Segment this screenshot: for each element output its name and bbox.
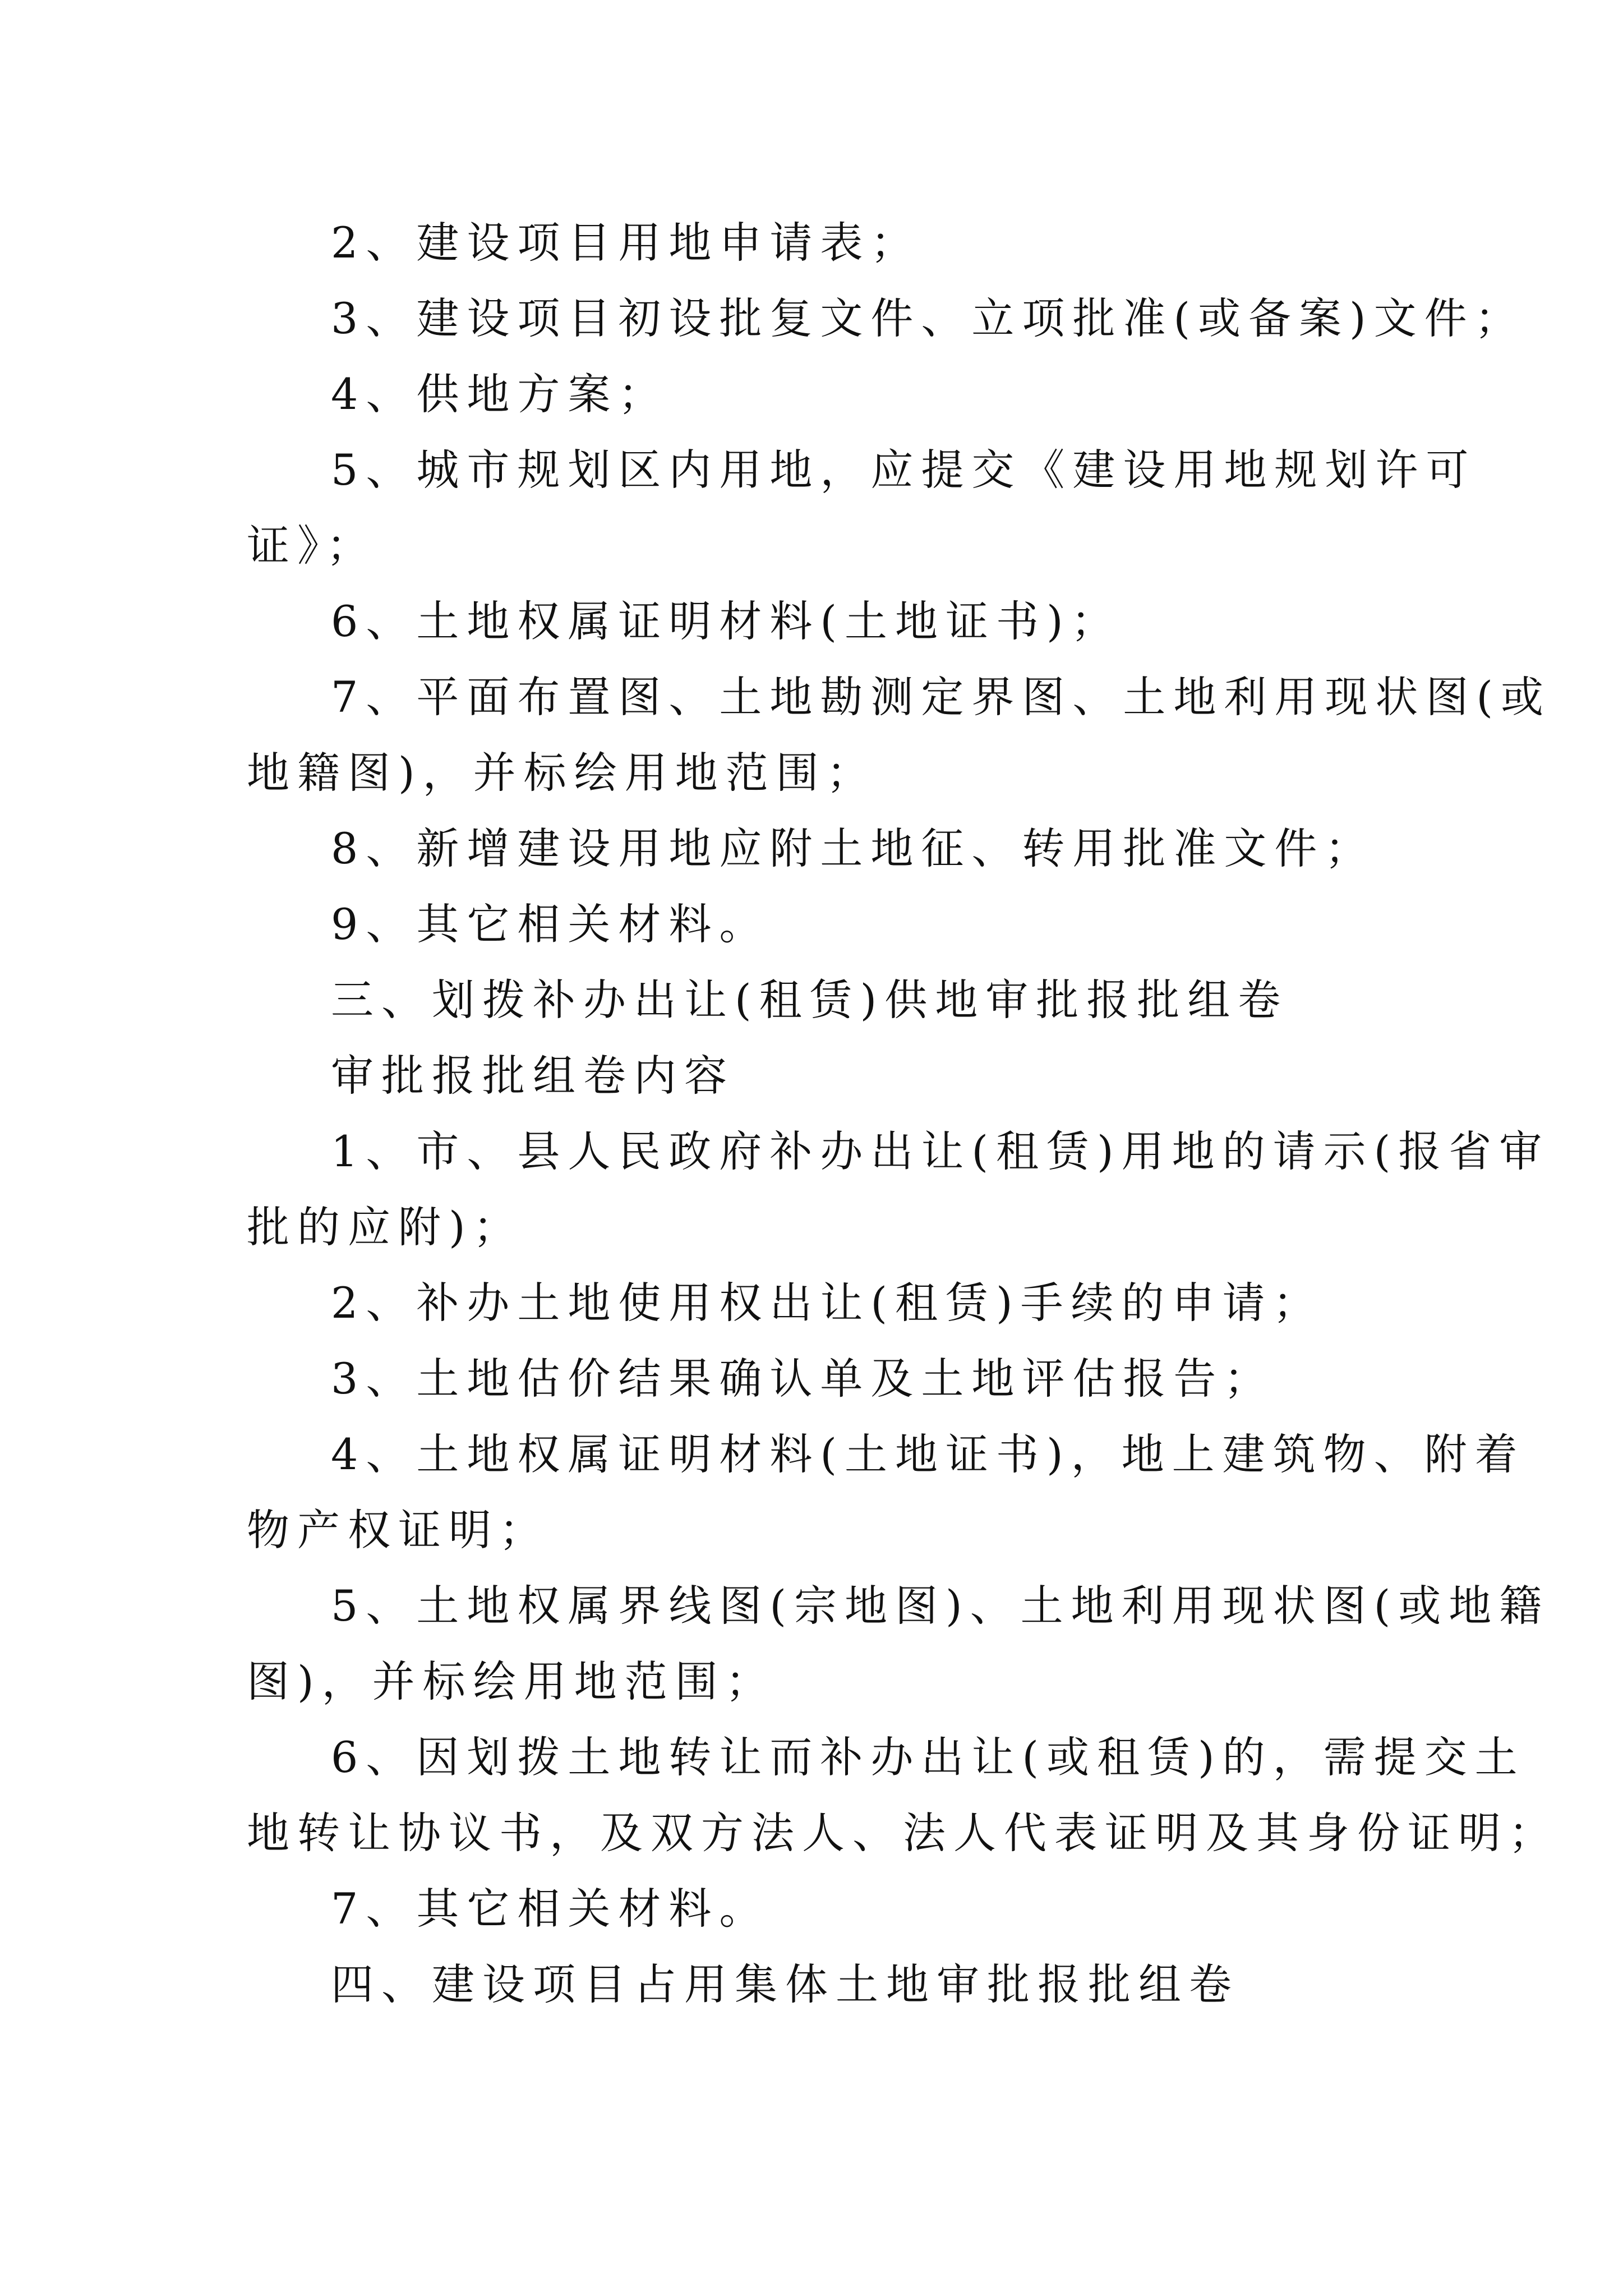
text-line: 证》；: [247, 521, 377, 570]
text-line: 2、补办土地使用权出让(租赁)手续的申请；: [331, 1278, 1324, 1328]
text-line: 9、其它相关材料。: [331, 899, 770, 949]
text-line: 图)，并标绘用地范围；: [247, 1657, 776, 1706]
text-line: 3、建设项目初设批复文件、立项批准(或备案)文件；: [331, 293, 1525, 343]
text-line: 4、供地方案；: [331, 369, 669, 419]
text-line: 2、建设项目用地申请表；: [331, 218, 921, 268]
text-line: 7、平面布置图、土地勘测定界图、土地利用现状图(或: [331, 672, 1552, 722]
text-line: 6、因划拨土地转让而补办出让(或租赁)的，需提交土: [331, 1732, 1525, 1782]
text-line: 8、新增建设用地应附土地征、转用批准文件；: [331, 823, 1376, 873]
text-line: 4、土地权属证明材料(土地证书)，地上建筑物、附着: [331, 1429, 1525, 1479]
section-heading: 四、建设项目占用集体土地审批报批组卷: [331, 1959, 1239, 2009]
subheading: 审批报批组卷内容: [331, 1051, 735, 1101]
text-line: 6、土地权属证明材料(土地证书)；: [331, 596, 1122, 646]
text-line: 物产权证明；: [247, 1505, 550, 1555]
section-heading: 三、划拨补办出让(租赁)供地审批报批组卷: [331, 975, 1289, 1025]
text-line: 7、其它相关材料。: [331, 1884, 770, 1934]
text-line: 1、市、县人民政府补办出让(租赁)用地的请示(报省审: [331, 1126, 1550, 1176]
text-line: 5、土地权属界线图(宗地图)、土地利用现状图(或地籍: [331, 1581, 1550, 1631]
text-line: 地转让协议书，及双方法人、法人代表证明及其身份证明；: [247, 1808, 1559, 1858]
text-line: 5、城市规划区内用地，应提交《建设用地规划许可: [331, 445, 1477, 495]
document-body: [247, 205, 1559, 2022]
text-line: 3、土地估价结果确认单及土地评估报告；: [331, 1354, 1275, 1404]
text-line: 地籍图)，并标绘用地范围；: [247, 748, 877, 798]
text-line: 批的应附)；: [247, 1202, 524, 1252]
